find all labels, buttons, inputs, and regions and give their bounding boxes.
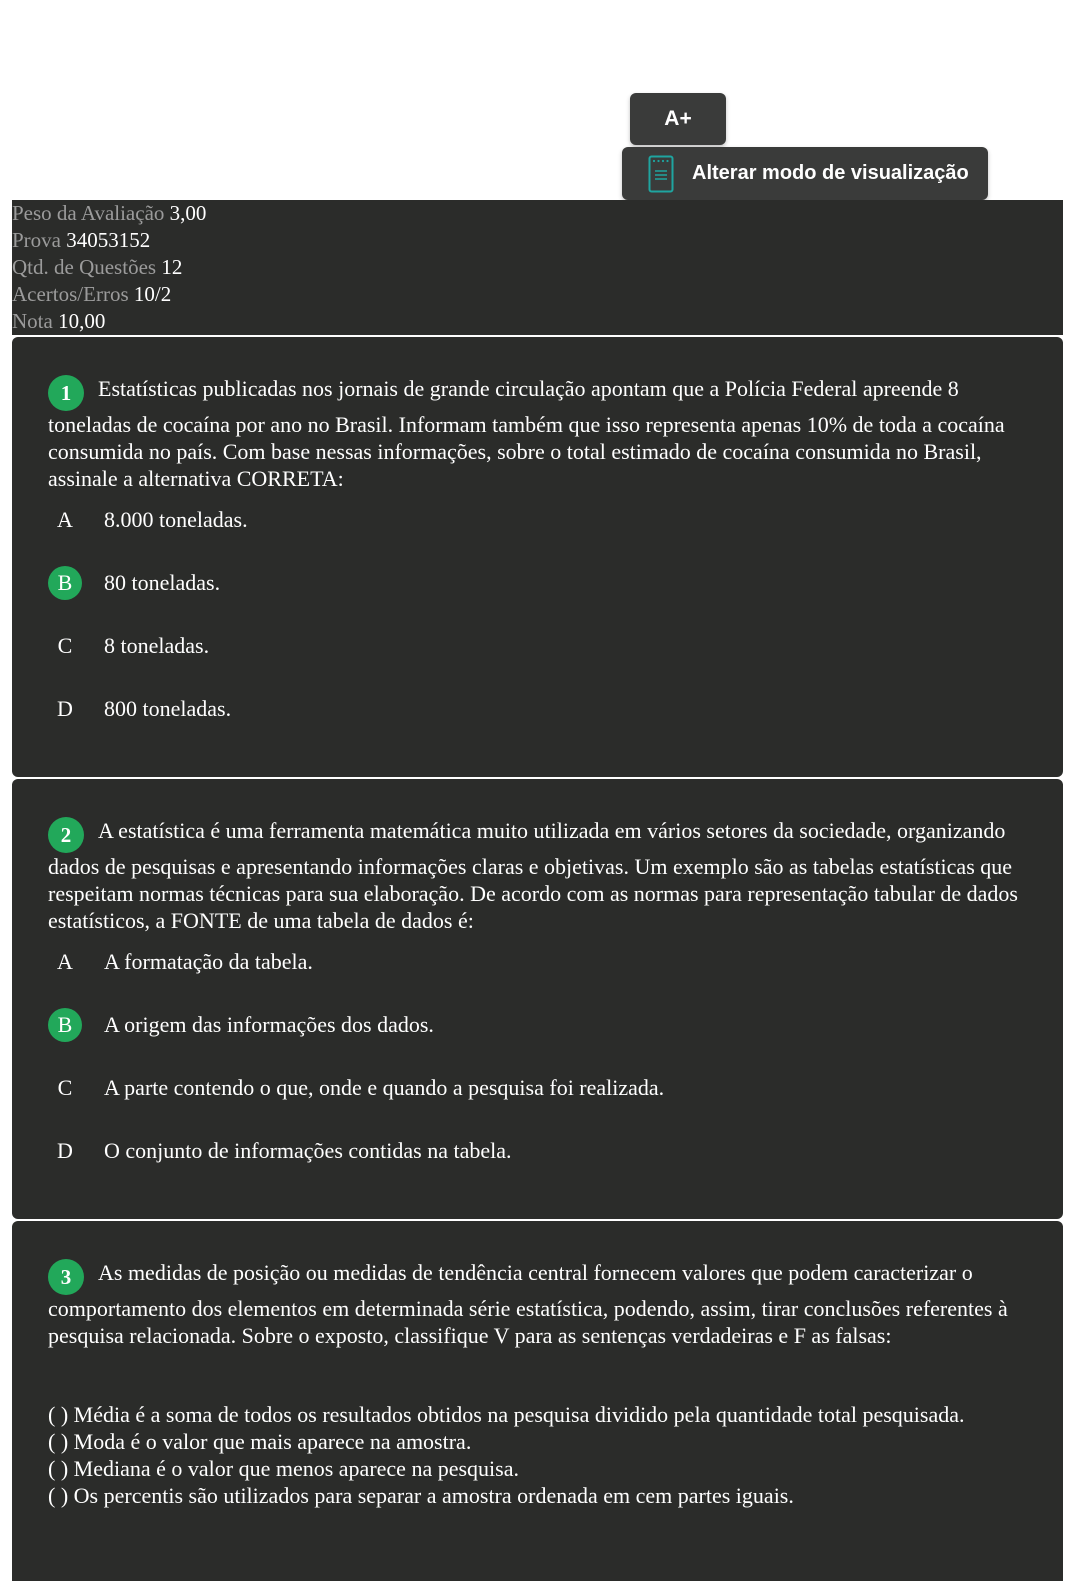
summary-label: Nota — [12, 309, 53, 333]
option-letter: A — [57, 507, 73, 532]
summary-row-question-count — [12, 254, 1063, 281]
question-card-1 — [12, 337, 1063, 777]
option-a[interactable] — [48, 503, 248, 537]
option-c[interactable] — [48, 1071, 664, 1105]
option-letter: D — [57, 1138, 73, 1163]
summary-row-exam — [12, 227, 1063, 254]
question-statement — [48, 375, 1033, 492]
option-letter: C — [57, 633, 73, 658]
summary-row-hits-misses — [12, 281, 1063, 308]
option-text: 8.000 toneladas. — [104, 507, 248, 532]
true-false-item: ( ) Mediana é o valor que menos aparece na pesquisa. — [48, 1456, 519, 1481]
option-text: 80 toneladas. — [104, 570, 221, 595]
question-statement — [48, 817, 1033, 934]
option-text: A formatação da tabela. — [104, 949, 313, 974]
option-letter-correct: B — [48, 566, 82, 600]
summary-label: Qtd. de Questões — [12, 255, 157, 279]
option-c[interactable] — [48, 629, 209, 663]
exam-summary — [12, 200, 1063, 335]
option-letter: A — [57, 949, 73, 974]
summary-row-grade — [12, 308, 1063, 335]
summary-value: 34053152 — [66, 228, 151, 252]
summary-label: Prova — [12, 228, 61, 252]
option-text: A origem das informações dos dados. — [104, 1012, 434, 1037]
question-text: As medidas de posição ou medidas de tendência central fornecem valores que podem caracterizar o comportamento dos elementos em determinada série estatística, podendo, assim, tirar conclusões referentes à pesquisa relacionada. Sobre o exposto, classifique V para as sentenças verdadeiras e F as falsas: — [48, 1260, 1008, 1348]
summary-value: 3,00 — [169, 201, 207, 225]
option-text: O conjunto de informações contidas na tabela. — [104, 1138, 512, 1163]
question-text: A estatística é uma ferramenta matemática muito utilizada em vários setores da sociedade, organizando dados de pesquisas e apresentando informações claras e objetivas. Um exemplo são as tabelas estatísticas que respeitam normas técnicas para sua elaboração. De acordo com as normas para representação tabular de dados estatísticos, a FONTE de uma tabela de dados é: — [48, 818, 1018, 933]
question-text: Estatísticas publicadas nos jornais de grande circulação apontam que a Polícia Federal apreende 8 toneladas de cocaína por ano no Brasil. Informam também que isso representa apenas 10% de toda a cocaína consumida no país. Com base nessas informações, sobre o total estimado de cocaína consumida no Brasil, assinale a alternativa CORRETA: — [48, 376, 1005, 491]
question-card-2 — [12, 779, 1063, 1219]
increase-font-button[interactable]: A+ — [630, 93, 726, 145]
question-statement — [48, 1259, 1033, 1349]
option-text: 800 toneladas. — [104, 696, 232, 721]
option-letter: C — [57, 1075, 73, 1100]
option-b-correct[interactable] — [48, 566, 220, 600]
option-letter: D — [57, 696, 73, 721]
summary-row-weight — [12, 200, 1063, 227]
true-false-item: ( ) Os percentis são utilizados para separar a amostra ordenada em cem partes iguais. — [48, 1483, 794, 1508]
true-false-items — [48, 1401, 1033, 1509]
true-false-item: ( ) Média é a soma de todos os resultados obtidos na pesquisa dividido pela quantidade total pesquisada. — [48, 1402, 965, 1427]
option-letter-correct: B — [48, 1008, 82, 1042]
summary-label: Peso da Avaliação — [12, 201, 165, 225]
summary-value: 10,00 — [58, 309, 106, 333]
option-d[interactable] — [48, 692, 231, 726]
true-false-item: ( ) Moda é o valor que mais aparece na amostra. — [48, 1429, 472, 1454]
question-card-3 — [12, 1221, 1063, 1581]
view-mode-label: Alterar modo de visualização — [692, 162, 969, 184]
summary-value: 12 — [161, 255, 183, 279]
option-text: 8 toneladas. — [104, 633, 210, 658]
question-number-badge: 2 — [48, 817, 84, 853]
option-b-correct[interactable] — [48, 1008, 434, 1042]
option-text: A parte contendo o que, onde e quando a pesquisa foi realizada. — [104, 1075, 665, 1100]
summary-label: Acertos/Erros — [12, 282, 129, 306]
option-a[interactable] — [48, 945, 313, 979]
document-icon — [648, 155, 674, 193]
summary-value: 10/2 — [133, 282, 172, 306]
question-number-badge: 3 — [48, 1259, 84, 1295]
change-view-mode-button[interactable] — [622, 147, 988, 200]
option-d[interactable] — [48, 1134, 511, 1168]
question-number-badge: 1 — [48, 375, 84, 411]
top-toolbar — [0, 0, 1078, 200]
